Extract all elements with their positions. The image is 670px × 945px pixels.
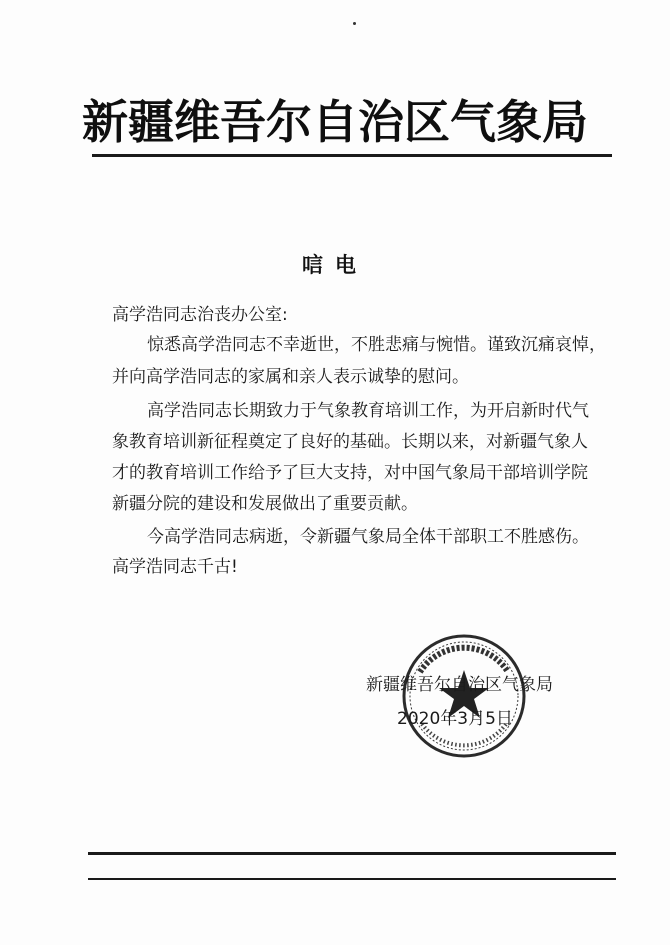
body-line: 才的教育培训工作给予了巨大支持，对中国气象局干部培训学院 [112, 463, 588, 483]
scan-dot [353, 22, 356, 25]
body-line: 象教育培训新征程奠定了良好的基础。长期以来，对新疆气象人 [112, 432, 588, 452]
footer-rule-top [88, 852, 616, 855]
body-line: 新疆分院的建设和发展做出了重要贡献。 [112, 494, 418, 514]
body-line: 高学浩同志长期致力于气象教育培训工作，为开启新时代气 [147, 401, 589, 421]
body-line: 惊悉高学浩同志不幸逝世，不胜悲痛与惋惜。谨致沉痛哀悼， [147, 335, 606, 355]
letterhead-rule [92, 154, 612, 157]
sign-date: 2020年3月5日 [397, 709, 513, 729]
body-line: 高学浩同志千古! [112, 557, 238, 577]
document-title: 唁电 [302, 253, 368, 277]
sender-name: 新疆维吾尔自治区气象局 [366, 675, 553, 695]
body-line: 今高学浩同志病逝，令新疆气象局全体干部职工不胜感伤。 [147, 527, 589, 547]
body-line: 并向高学浩同志的家属和亲人表示诚挚的慰问。 [112, 367, 469, 387]
footer-rule-bottom [88, 878, 616, 880]
letterhead-organization: 新疆维吾尔自治区气象局 [82, 95, 588, 149]
recipient-line: 高学浩同志治丧办公室: [112, 305, 288, 325]
